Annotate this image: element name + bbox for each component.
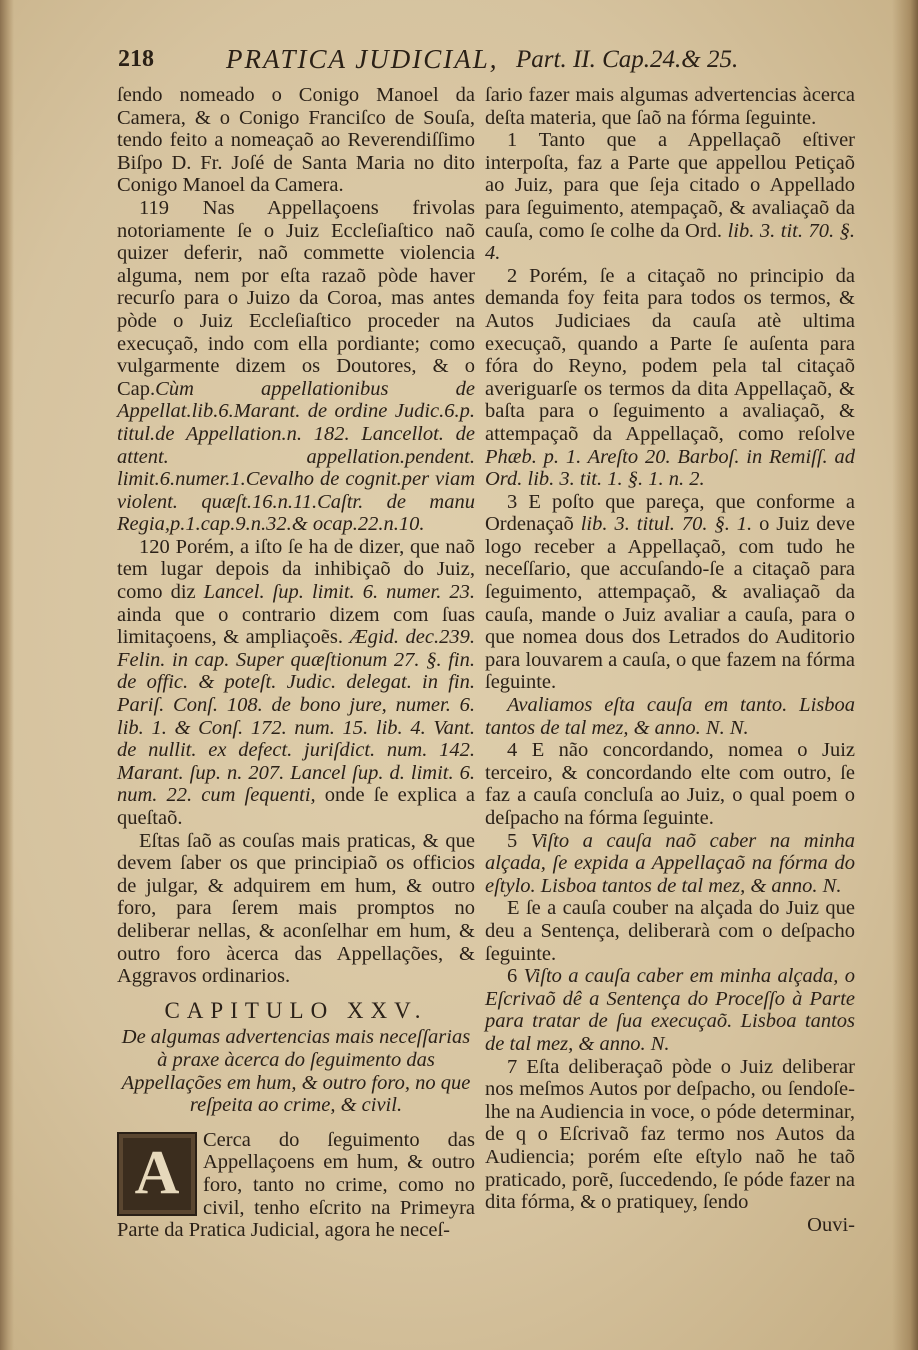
item-text: E poſto que pareça, que conforme a Ordenaçaõ	[485, 490, 855, 536]
page-binding-shadow	[0, 0, 14, 1350]
chapter-opening	[117, 1129, 475, 1242]
chapter-heading: CAPITULO XXV.	[164, 997, 428, 1023]
citation-text: Cùm appellationibus de Appellat.lib.6.Marant. de ordine Judic.6.p. titul.de Appellation.n. 182. Lancellot. de attent. appellation.pendent. limit.6.numer.1.Cevalho de cognit.per viam violent. quæſt.16.n.11.Caſtr. de manu Regia,p.1.cap.9.n.32.& ocap.22.n.10.	[117, 377, 475, 536]
left-column	[117, 84, 475, 1242]
chapter-subtitle: De algumas advertencias mais neceſſarias à praxe àcerca do ſeguimento das Appellações em hum, & outro foro, no que reſpeita ao crime, & civil.	[121, 1026, 471, 1117]
page-number: 218	[118, 46, 154, 72]
section-number: 119	[139, 196, 169, 219]
item-number: 4	[507, 739, 518, 762]
left-paragraph-1: ſendo nomeado o Conigo Manoel da Camera, & o Conigo Franciſco de Souſa, tendo feito a nomeaçaõ ao Reverendiſſimo Biſpo D. Fr. Joſé de Santa Maria no dito Conigo Manoel da Camera.	[117, 84, 475, 197]
running-header	[118, 42, 818, 82]
item-number: 5	[507, 829, 518, 852]
citation-text: lib. 3. tit. 70. §. 4.	[485, 219, 855, 265]
item-7	[485, 1056, 855, 1214]
right-column	[485, 84, 855, 1236]
item-text: o Juiz deve logo receber a Appellaçaõ, com tudo he neceſſario, que accuſando-ſe a citaçaõ para ſeguimento, attempaçaõ, & avaliaçaõ da cauſa, mande o Juiz avaliar a cauſa, para o que nomea dous dos Letrados do Auditorio para louvarem a cauſa, o que fazem na fórma ſeguinte.	[485, 513, 855, 694]
formula-text: Viſto a cauſa naõ caber na minha alçada, ſe expida a Appellaçaõ na fórma do eſtylo. Lisboa tantos de tal mez, & anno. N.	[485, 829, 856, 897]
closing-paragraph: Eſtas ſaõ as couſas mais praticas, & que devem ſaber os que principiaõ os officios de julgar, & adquirem em hum, & outro foro, para ſerem mais promptos no deliberar nellas, & aconſelhar em hum, & outro foro àcerca das Appellações, & Aggravos ordinarios.	[117, 829, 475, 988]
item-1	[485, 129, 855, 265]
right-paragraph-alcada: E ſe a cauſa couber na alçada do Juiz que deu a Sentença, deliberarà com o deſpacho ſeguinte.	[485, 897, 855, 965]
section-text: ainda que o contrario dizem com ſuas limitaçoens, & ampliaçoẽs.	[117, 603, 475, 649]
item-text: E não concordando, nomea o Juiz terceiro, & concordando elte com outro, ſe faz a cauſa concluſa ao Juiz, o qual poem o deſpacho na fórma ſeguinte.	[485, 739, 855, 829]
section-number: 120	[139, 535, 170, 558]
item-number: 2	[507, 264, 518, 287]
page-edge-shadow	[892, 0, 918, 1350]
right-paragraph-continuation: ſario fazer mais algumas advertencias àcerca deſta materia, que ſaõ na fórma ſeguinte.	[485, 84, 855, 129]
chapter-opening-text: Cerca do ſeguimento das Appellaçoens em hum, & outro foro, tanto no crime, como no civil, tenho eſcrito na Primeyra Parte da Pratica Judicial, agora he neceſ-	[117, 1128, 475, 1242]
section-text: Porém, a iſto ſe ha de dizer, que naõ tem lugar depois da inhibiçaõ do Juiz, como diz	[117, 535, 476, 604]
item-text: Tanto que a Appellaçaõ eſtiver interpoſta, faz a Parte que appellou Petiçaõ ao Juiz, para que ſeja citado o Appellado para ſeguimento, atempaçaõ, & avaliaçaõ da cauſa, como ſe colhe da Ord.	[485, 129, 855, 242]
item-number: 6	[507, 965, 518, 988]
item-text: Porém, ſe a citaçaõ no principio da demanda foy feita para todos os termos, & Autos Judiciaes da cauſa atè ultima execuçaõ, quando a Parte ſe auſenta para fóra do Reyno, podem pela tal citaçaõ averiguarſe os termos da dita Appellaçaõ, & baſta para o ſeguimento a avaliaçaõ, & attempaçaõ da Appellaçaõ, como reſolve	[485, 264, 855, 445]
item-number: 7	[507, 1055, 518, 1078]
section-120	[117, 536, 475, 830]
item-2	[485, 265, 855, 491]
decorated-initial-letter: A	[117, 1132, 197, 1216]
item-6	[485, 965, 855, 1055]
citation-text: lib. 3. titul. 70. §. 1.	[580, 513, 753, 536]
citation-text: Ægid. dec.239. Felin. in cap. Super quæſtionum 27. §. fin. de offic. & poteſt. Judic. delegat. in fin. Pariſ. Conſ. 108. de bono jure, numer. 6. lib. 1. & Conſ. 172. num. 15. lib. 4. Vant. de nullit. ex defect. juriſdict. num. 142. Marant. ſup. n. 207. Lancel ſup. d. limit. 6. num. 22. cum ſequenti,	[117, 626, 475, 807]
item-3	[485, 491, 855, 694]
citation-text: Lancel. ſup. limit. 6. numer. 23.	[203, 581, 475, 604]
section-text: onde ſe explica a queſtaõ.	[117, 784, 476, 829]
section-text: Nas Appellaçoens frivolas notoriamente ſe o Juiz Eccleſiaſtico naõ quizer deferir, naõ commette violencia alguma, nem por eſta razaõ pòde haver recurſo para o Juizo da Coroa, mas antes pòde o Juiz Eccleſiaſtico proceder na execuçaõ, indo com ella pordiante; como vulgarmente dizem os Doutores, & o Cap.	[117, 196, 475, 400]
catchword: Ouvi-	[807, 1213, 855, 1236]
part-chapter-reference: Part. II. Cap.24.& 25.	[516, 46, 739, 73]
formula-avaliamos: Avaliamos eſta cauſa em tanto. Lisboa tantos de tal mez, & anno. N. N.	[485, 694, 855, 739]
running-title: PRATICA JUDICIAL,	[226, 44, 499, 74]
item-5	[485, 830, 855, 898]
section-119	[117, 197, 475, 536]
item-text: Eſta deliberaçaõ pòde o Juiz deliberar nos meſmos Autos por deſpacho, ou ſendoſe-lhe na Audiencia in voce, o póde determinar, de q o Eſcrivaõ faz termo nos Autos da Audiencia; porém eſte eſtylo naõ he taõ praticado, porẽ, ſuccedendo, ſe póde fazer na dita fórma, & o pratiquey, ſendo	[485, 1055, 856, 1214]
item-number: 1	[507, 129, 518, 152]
item-4	[485, 739, 855, 829]
citation-text: Phæb. p. 1. Areſto 20. Barboſ. in Remiſſ. ad Ord. lib. 3. tit. 1. §. 1. n. 2.	[485, 445, 855, 491]
formula-text: Viſto a cauſa caber em minha alçada, o Eſcrivaõ dê a Sentença do Proceſſo à Parte para tratar de ſua execuçaõ. Lisboa tantos de tal mez, & anno. N.	[485, 965, 855, 1055]
item-number: 3	[507, 490, 518, 513]
